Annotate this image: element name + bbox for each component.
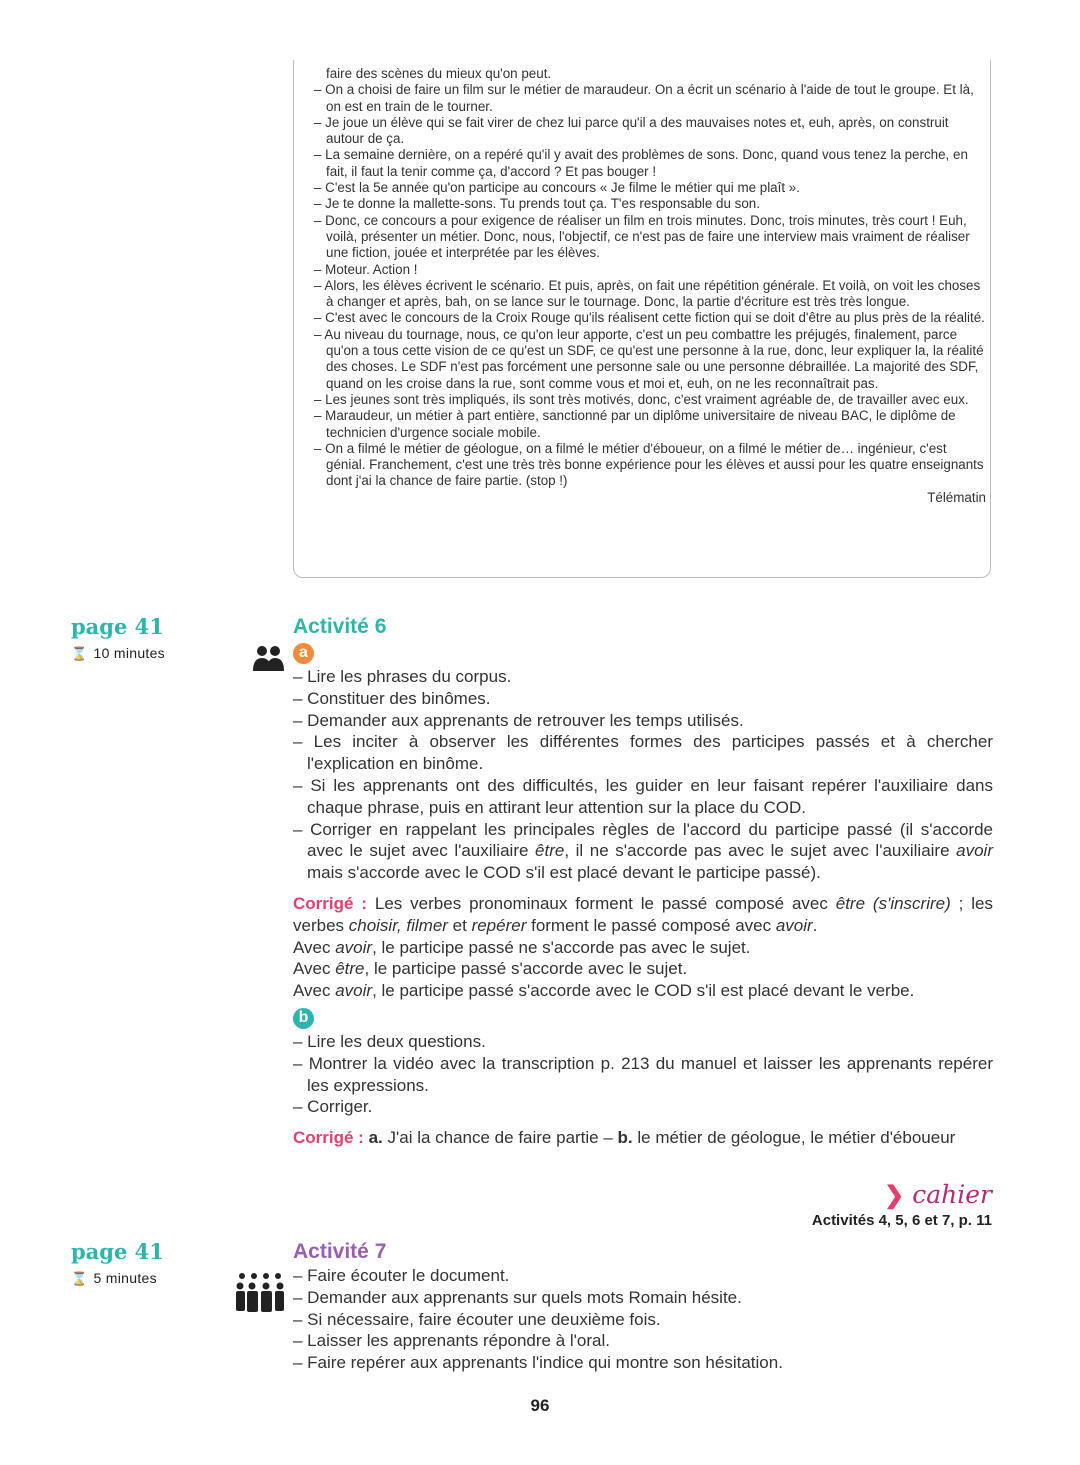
- transcript-line: – C'est avec le concours de la Croix Rouge qu'ils réalisent cette fiction qui se doit d'être au plus près de la réalité.: [314, 310, 985, 326]
- text: forment le passé composé avec: [526, 915, 776, 935]
- page-reference: page 41: [71, 614, 164, 639]
- duration: 10 minutes: [93, 645, 165, 661]
- step: – Faire écouter le document.: [293, 1266, 510, 1285]
- text: Les verbes pronominaux forment le passé composé avec: [367, 893, 836, 913]
- hourglass-icon: ⌛: [71, 646, 88, 661]
- corrige-a: [293, 893, 993, 937]
- activity6: [293, 614, 993, 1149]
- cahier-label: cahier: [912, 1180, 992, 1209]
- text: , il ne s'accorde pas avec le sujet avec l'auxiliaire: [564, 841, 957, 861]
- activity7-meta: [71, 1239, 164, 1287]
- step: – Faire repérer aux apprenants l'indice qui montre son hésitation.: [293, 1353, 783, 1373]
- transcript-line: faire des scènes du mieux qu'on peut.: [326, 66, 552, 81]
- rule: Avec avoir, le participe passé ne s'accorde pas avec le sujet.: [293, 937, 751, 957]
- transcript-line: – Les jeunes sont très impliqués, ils sont très motivés, donc, c'est vraiment agréable de, de travailler avec eux.: [314, 391, 969, 407]
- transcript-line: – Au niveau du tournage, nous, ce qu'on leur apporte, c'est un peu combattre les préjugés, finalement, parce qu'on a tous cette vision de ce qu'est un SDF, ce qu'est une personne à la rue, donc, leur expliquer la, la réalité des choses. Le SDF n'est pas forcément une personne sale ou une personne débraillée. La majorité des SDF, quand on les croise dans la rue, sont comme vous et moi et, euh, on ne les reconnaîtrait pas.: [314, 326, 984, 391]
- step: – Laisser les apprenants répondre à l'oral.: [293, 1331, 610, 1351]
- group-icon: [236, 1272, 284, 1312]
- text: avoir: [775, 915, 813, 935]
- cahier-refs: Activités 4, 5, 6 et 7, p. 11: [811, 1212, 992, 1229]
- activity6-meta: [71, 614, 165, 662]
- transcript-source: Télématin: [927, 489, 986, 505]
- text: – Corriger en rappelant les principales règles de l'accord du participe passé (il s'accorde avec le sujet avec l'auxiliaire: [293, 819, 993, 861]
- cahier-reference: [812, 1180, 992, 1229]
- activity-title: Activité 6: [293, 615, 387, 638]
- transcript-line: – Maraudeur, un métier à part entière, sanctionné par un diplôme universitaire de niveau BAC, le diplôme de technicien d'urgence sociale mobile.: [314, 408, 956, 440]
- step: – Si les apprenants ont des difficultés, les guider en leur faisant repérer l'auxiliaire dans chaque phrase, puis en attirant leur attention sur la place du COD.: [293, 775, 993, 817]
- step: – Montrer la vidéo avec la transcription p. 213 du manuel et laisser les apprenants repérer les expressions.: [293, 1053, 993, 1095]
- badge-a: a: [293, 643, 314, 664]
- transcript-line: – La semaine dernière, on a repéré qu'il y avait des problèmes de sons. Donc, quand vous tenez la perche, en fait, il faut la tenir comme ça, d'accord ? Et pas bouger !: [314, 147, 968, 179]
- step: – Demander aux apprenants de retrouver les temps utilisés.: [293, 710, 744, 730]
- text: et: [447, 915, 472, 935]
- badge-b: b: [293, 1008, 314, 1029]
- transcript-line: – Moteur. Action !: [314, 261, 418, 277]
- step: – Lire les phrases du corpus.: [293, 667, 512, 686]
- text: ; les verbes: [293, 893, 993, 935]
- duration: 5 minutes: [93, 1270, 157, 1286]
- corrige-label: Corrigé :: [293, 893, 367, 913]
- transcript-line: – C'est la 5e année qu'on participe au concours « Je filme le métier qui me plaît ».: [314, 180, 800, 196]
- step: [293, 819, 993, 884]
- step: – Constituer des binômes.: [293, 688, 491, 708]
- corrige-label: Corrigé :: [293, 1128, 364, 1148]
- step: – Corriger.: [293, 1097, 373, 1117]
- text: mais s'accorde avec le COD s'il est placé devant le participe passé).: [307, 863, 821, 883]
- step: – Demander aux apprenants sur quels mots Romain hésite.: [293, 1287, 742, 1307]
- transcript-line: – Je te donne la mallette-sons. Tu prends tout ça. T'es responsable du son.: [314, 196, 760, 212]
- transcript-line: – Alors, les élèves écrivent le scénario. Et puis, après, on fait une répétition générale. Et voilà, on voit les choses à changer et après, bah, on se lance sur le tournage. Donc, la partie d'écriture est très très longue.: [314, 277, 981, 310]
- rule: Avec avoir, le participe passé s'accorde avec le COD s'il est placé devant le verbe.: [293, 981, 915, 1001]
- transcript-box: [293, 60, 991, 578]
- transcript-line: – On a filmé le métier de géologue, on a filmé le métier d'éboueur, on a filmé le métier de… ingénieur, c'est génial. Franchement, c'est une très très bonne expérience pour les élèves et aussi pour les quatre enseignants dont j'ai la chance de faire partie. (stop !): [314, 440, 984, 489]
- transcript-line: – On a choisi de faire un film sur le métier de maraudeur. On a écrit un scénario à l'aide de tout le groupe. Et là, on est en train de le tourner.: [314, 82, 974, 114]
- page-reference: page 41: [71, 1239, 164, 1264]
- text: choisir, filmer: [348, 915, 448, 935]
- transcript-line: – Donc, ce concours a pour exigence de réaliser un film en trois minutes. Donc, trois minutes, très court ! Euh, voilà, présenter un métier. Donc, nous, l'objectif, ce n'est pas de faire une interview mais vraiment de réaliser une fiction, jouée et interprétée par les élèves.: [314, 212, 970, 261]
- rule: Avec être, le participe passé s'accorde avec le sujet.: [293, 959, 688, 979]
- step: – Les inciter à observer les différentes formes des participes passés et à chercher l'explication en binôme.: [293, 732, 993, 774]
- text: .: [812, 915, 818, 935]
- corrige-b: Corrigé : a. J'ai la chance de faire partie – b. le métier de géologue, le métier d'éboueur: [293, 1128, 956, 1148]
- page-number: 96: [530, 1396, 550, 1415]
- activity-title: Activité 7: [293, 1240, 387, 1263]
- step: – Lire les deux questions.: [293, 1031, 486, 1051]
- hourglass-icon: ⌛: [71, 1271, 88, 1286]
- text: avoir: [956, 841, 993, 861]
- transcript-line: – Je joue un élève qui se fait virer de chez lui parce qu'il a des mauvaises notes et, euh, après, on construit autour de ça.: [314, 114, 949, 147]
- text: être (s'inscrire): [835, 893, 951, 913]
- step: – Si nécessaire, faire écouter une deuxième fois.: [293, 1309, 661, 1329]
- pair-work-icon: [253, 645, 285, 671]
- text: repérer: [471, 915, 527, 935]
- activity7: [293, 1239, 993, 1374]
- text: être: [535, 841, 565, 861]
- chevron-right-icon: ❯: [884, 1182, 905, 1209]
